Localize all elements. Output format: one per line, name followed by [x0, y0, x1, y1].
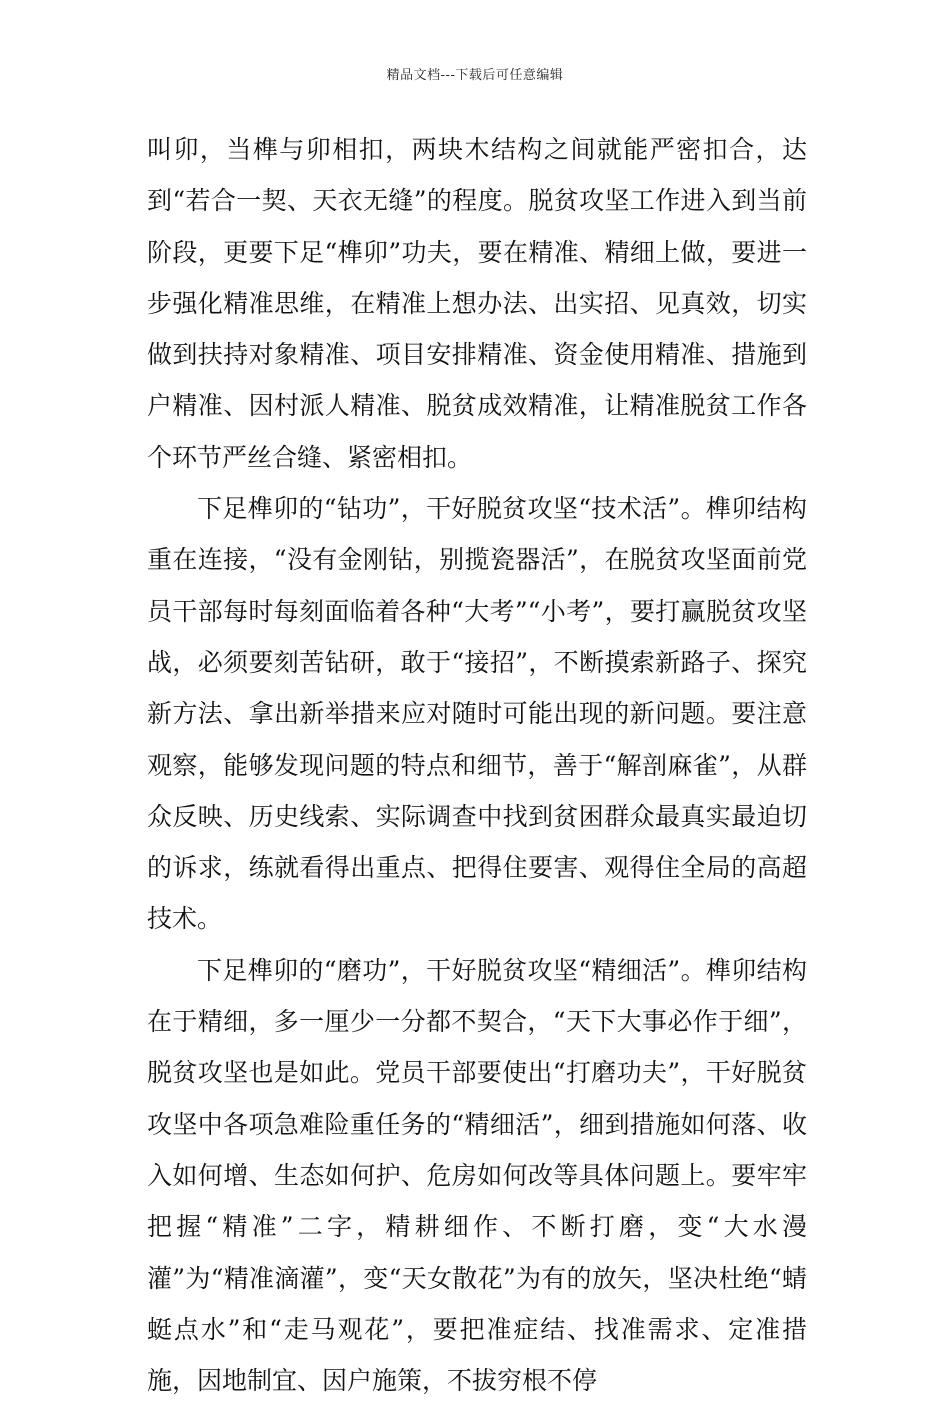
document-body: [147, 124, 807, 1406]
paragraph-drilling-skill: 下足榫卯的“钻功”，干好脱贫攻坚“技术活”。榫卯结构重在连接，“没有金刚钻，别揽瓷器活”，在脱贫攻坚面前党员干部每时每刻面临着各种“大考”“小考”，要打赢脱贫攻坚战，必须要刻苦钻研，敢于“接招”，不断摸索新路子、探究新方法、拿出新举措来应对随时可能出现的新问题。要注意观察，能够发现问题的特点和细节，善于“解剖麻雀”，从群众反映、历史线索、实际调查中找到贫困群众最真实最迫切的诉求，练就看得出重点、把得住要害、观得住全局的高超技术。: [147, 494, 807, 934]
paragraph-continued: 叫卯，当榫与卯相扣，两块木结构之间就能严密扣合，达到“若合一契、天衣无缝”的程度。脱贫攻坚工作进入到当前阶段，更要下足“榫卯”功夫，要在精准、精细上做，要进一步强化精准思维，在精准上想办法、出实招、见真效，切实做到扶持对象精准、项目安排精准、资金使用精准、措施到户精准、因村派人精准、脱贫成效精准，让精准脱贫工作各个环节严丝合缝、紧密相扣。: [147, 135, 807, 472]
page-header: 精品文档---下载后可任意编辑: [386, 68, 564, 83]
paragraph-grinding-skill: 下足榫卯的“磨功”，干好脱贫攻坚“精细活”。榫卯结构在于精细，多一厘少一分都不契合，“天下大事必作于细”，脱贫攻坚也是如此。党员干部要使出“打磨功夫”，干好脱贫攻坚中各项急难险重任务的“精细活”，细到措施如何落、收入如何增、生态如何护、危房如何改等具体问题上。要牢牢把握“精准”二字，精耕细作、不断打磨，变“大水漫灌”为“精准滴灌”，变“天女散花”为有的放矢，坚决杜绝“蜻蜓点水”和“走马观花”，要把准症结、找准需求、定准措施，因地制宜、因户施策，不拔穷根不停: [147, 955, 807, 1396]
